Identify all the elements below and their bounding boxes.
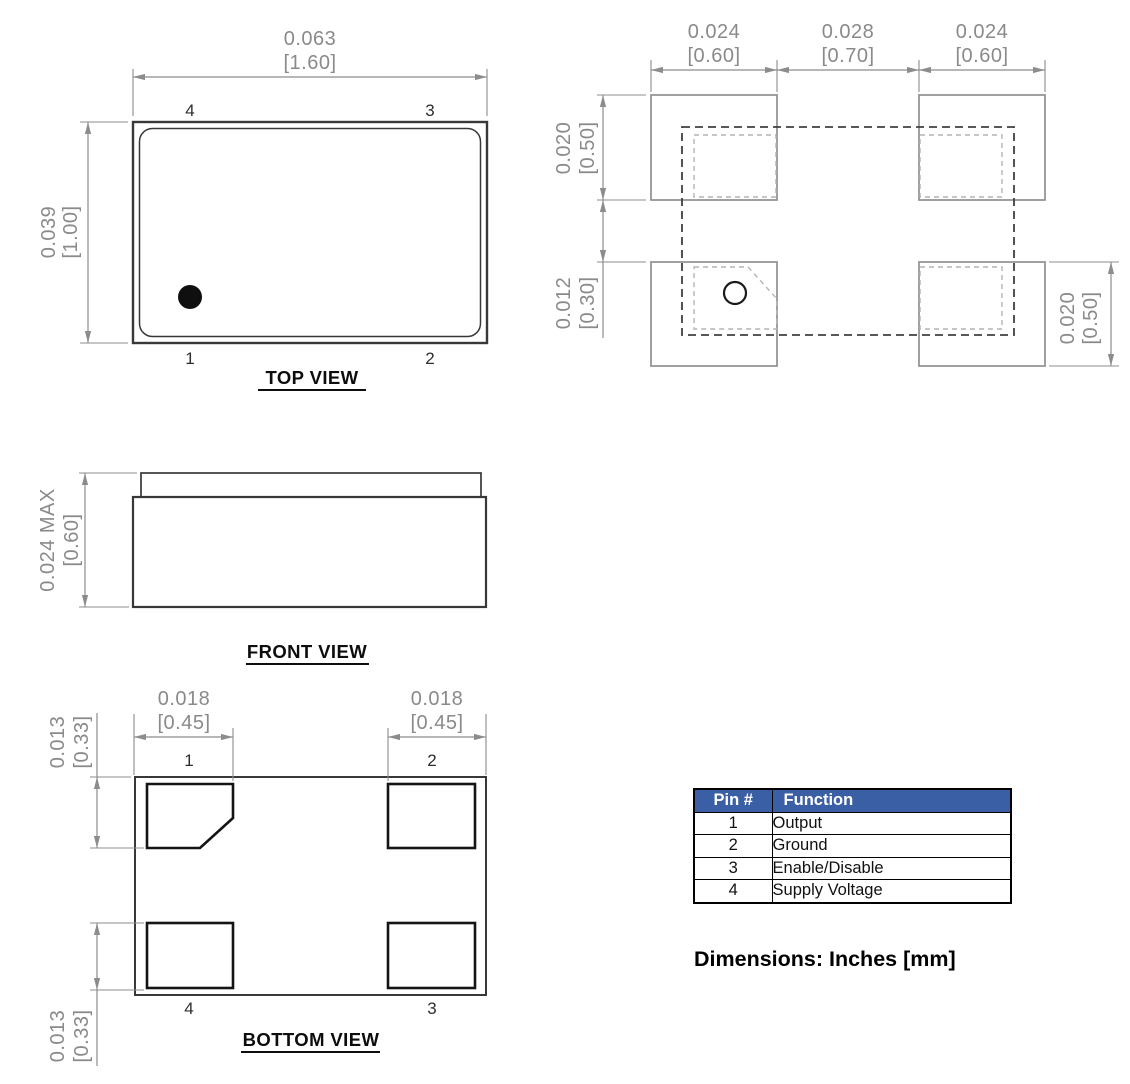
top-view-height-inches: 0.039 <box>38 205 60 259</box>
bottom-view-pad-top-height-inches: 0.013 <box>47 715 69 769</box>
pin-function-table <box>693 788 1012 904</box>
bottom-view-pin1-label: 1 <box>184 751 194 770</box>
bottom-view-pad4 <box>147 923 233 988</box>
pin-number: 1 <box>694 812 772 835</box>
package-pad-pin1-dashed-chamfered <box>694 267 777 329</box>
pin-number: 3 <box>694 857 772 880</box>
pin-number: 2 <box>694 835 772 858</box>
land-pad-vgap-inches: 0.012 <box>553 276 575 330</box>
bottom-view-pad-bottom-height-mm: [0.33] <box>71 1009 93 1063</box>
land-pattern-view <box>553 21 1119 366</box>
bottom-view-pad3 <box>388 923 475 988</box>
bottom-view-pad-top-height-mm: [0.33] <box>71 715 93 769</box>
front-view-title: FRONT VIEW <box>246 641 368 662</box>
top-view-pin2-label: 2 <box>425 349 435 368</box>
bottom-view-title: BOTTOM VIEW <box>242 1029 380 1050</box>
land-pad-height-left-mm: [0.50] <box>577 121 599 175</box>
land-pad-gap-inches: 0.028 <box>821 21 875 43</box>
land-pad-width-right-mm: [0.60] <box>955 45 1009 67</box>
top-view <box>38 28 487 390</box>
top-view-body-outline <box>133 122 487 343</box>
pin-function: Supply Voltage <box>772 880 1011 903</box>
bottom-view <box>47 688 486 1066</box>
front-view-height-mm: [0.60] <box>61 513 83 567</box>
top-view-title: TOP VIEW <box>265 367 359 388</box>
package-pad-top-left-dashed <box>694 135 776 197</box>
bottom-view-pad-bottom-height-inches: 0.013 <box>47 1009 69 1063</box>
pin-table-header-function: Function <box>772 789 1011 812</box>
land-pad-height-left-inches: 0.020 <box>553 121 575 175</box>
top-view-pin3-label: 3 <box>425 101 435 120</box>
pin-table-header-pin: Pin # <box>694 789 772 812</box>
front-view-height-inches: 0.024 MAX <box>37 488 59 592</box>
pin1-marker-circle <box>724 282 746 304</box>
bottom-view-pin2-label: 2 <box>427 751 437 770</box>
pin-function: Ground <box>772 835 1011 858</box>
pin1-index-dot <box>178 285 202 309</box>
land-pad-gap-mm: [0.70] <box>821 45 875 67</box>
package-pad-top-right-dashed <box>920 135 1002 197</box>
bottom-view-pad2-width-inches: 0.018 <box>410 688 464 710</box>
land-pad-width-left-mm: [0.60] <box>687 45 741 67</box>
land-pad-height-right-mm: [0.50] <box>1080 291 1102 345</box>
bottom-view-pin3-label: 3 <box>427 999 437 1018</box>
pin-function: Output <box>772 812 1011 835</box>
pin-function: Enable/Disable <box>772 857 1011 880</box>
bottom-view-pad1-width-mm: [0.45] <box>157 712 211 734</box>
front-view-lid <box>141 473 481 497</box>
pin-number: 4 <box>694 880 772 903</box>
pin-table-header-row <box>694 789 1011 812</box>
top-view-width-mm: [1.60] <box>283 52 337 74</box>
top-view-pin1-label: 1 <box>185 349 195 368</box>
land-pad-bottom-left <box>651 262 777 366</box>
table-row <box>694 835 1011 858</box>
table-row <box>694 857 1011 880</box>
land-pad-height-right-inches: 0.020 <box>1057 291 1079 345</box>
units-note: Dimensions: Inches [mm] <box>694 947 956 971</box>
bottom-view-pad2 <box>388 784 475 848</box>
land-pad-top-right <box>919 95 1045 200</box>
bottom-view-pad1-width-inches: 0.018 <box>157 688 211 710</box>
top-view-width-inches: 0.063 <box>283 28 337 50</box>
top-view-height-mm: [1.00] <box>60 205 82 259</box>
table-row <box>694 880 1011 903</box>
land-pad-vgap-mm: [0.30] <box>577 276 599 330</box>
front-view-body <box>133 497 486 607</box>
bottom-view-pin4-label: 4 <box>184 999 194 1018</box>
package-pad-bottom-right-dashed <box>920 267 1002 329</box>
land-pad-width-right-inches: 0.024 <box>955 21 1009 43</box>
table-row <box>694 812 1011 835</box>
bottom-view-pad2-width-mm: [0.45] <box>410 712 464 734</box>
top-view-pin4-label: 4 <box>185 101 195 120</box>
land-pad-bottom-right <box>919 262 1045 366</box>
front-view <box>37 473 486 664</box>
land-pad-width-left-inches: 0.024 <box>687 21 741 43</box>
land-pad-top-left <box>651 95 777 200</box>
